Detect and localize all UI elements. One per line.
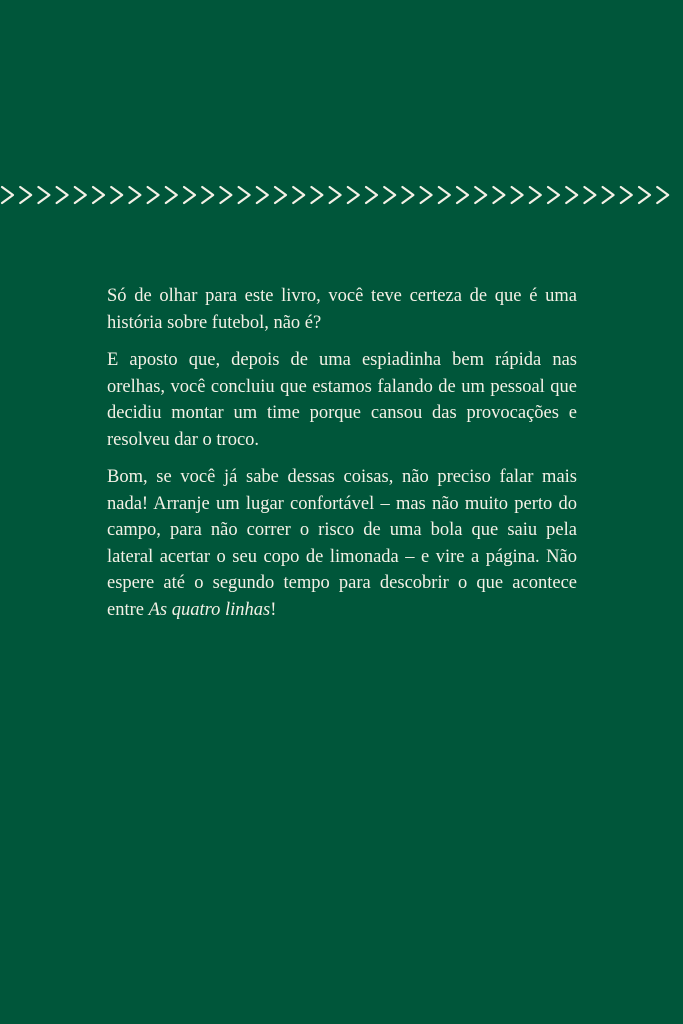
chevron-right-icon — [75, 187, 86, 203]
chevron-right-icon — [111, 187, 122, 203]
chevron-right-icon — [239, 187, 250, 203]
paragraph-2: E aposto que, depois de uma espiadinha bem rápida nas orelhas, você concluiu que estamos falando de um pessoal que decidiu montar um time porque cansou das provocações e resolveu dar o troco. — [107, 350, 577, 450]
chevron-right-icon — [621, 187, 632, 203]
chevron-right-icon — [530, 187, 541, 203]
chevron-right-icon — [38, 187, 49, 203]
chevron-right-icon — [475, 187, 486, 203]
chevron-right-icon — [57, 187, 68, 203]
chevron-right-icon — [566, 187, 577, 203]
paragraph-3-text: Bom, se você já sabe dessas coisas, não preciso falar mais nada! Arranje um lugar confortável – mas não muito perto do campo, para não correr o risco de uma bola que saiu pela lateral acertar o seu copo de limonada – e vire a página. Não espere até o segundo tempo para descobrir o que acontece entre — [107, 467, 577, 620]
chevron-right-icon — [366, 187, 377, 203]
chevron-right-icon — [384, 187, 395, 203]
chevron-right-icon — [603, 187, 614, 203]
chevron-right-icon — [184, 187, 195, 203]
back-cover-text — [107, 283, 577, 634]
chevron-right-icon — [129, 187, 140, 203]
chevron-right-icon — [639, 187, 650, 203]
chevron-right-icon — [220, 187, 231, 203]
chevron-right-icon — [584, 187, 595, 203]
paragraph-3-end: ! — [270, 599, 277, 620]
chevron-right-icon — [421, 187, 432, 203]
chevron-right-icon — [348, 187, 359, 203]
chevron-row — [0, 181, 683, 209]
chevron-right-icon — [293, 187, 304, 203]
chevron-right-icon — [457, 187, 468, 203]
chevron-right-icon — [439, 187, 450, 203]
chevron-right-icon — [402, 187, 413, 203]
chevron-border — [0, 181, 683, 209]
chevron-right-icon — [202, 187, 213, 203]
chevron-right-icon — [657, 187, 668, 203]
chevron-right-icon — [20, 187, 31, 203]
chevron-right-icon — [93, 187, 104, 203]
chevron-right-icon — [493, 187, 504, 203]
chevron-right-icon — [548, 187, 559, 203]
paragraph-1: Só de olhar para este livro, você teve certeza de que é uma história sobre futebol, não é? — [107, 286, 577, 333]
chevron-right-icon — [330, 187, 341, 203]
chevron-right-icon — [2, 187, 13, 203]
chevron-right-icon — [275, 187, 286, 203]
chevron-right-icon — [512, 187, 523, 203]
chevron-right-icon — [257, 187, 268, 203]
chevron-right-icon — [166, 187, 177, 203]
chevron-right-icon — [311, 187, 322, 203]
book-title: As quatro linhas — [148, 599, 271, 620]
chevron-right-icon — [148, 187, 159, 203]
paragraph-3 — [107, 464, 577, 623]
